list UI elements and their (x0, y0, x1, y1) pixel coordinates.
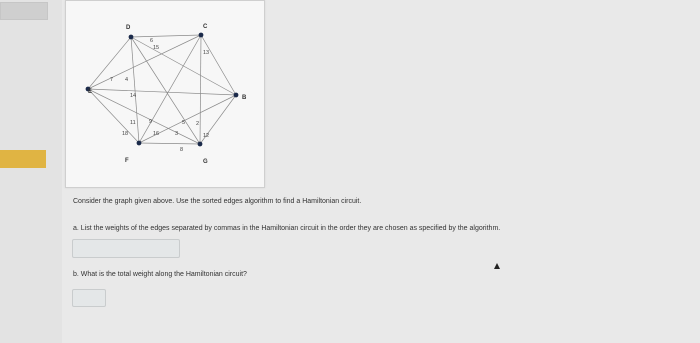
edge-weight-label: 8 (180, 147, 184, 153)
vertex-label-c: C (203, 24, 208, 30)
edge-d-g (131, 37, 200, 144)
part-b-label: b. What is the total weight along the Hamiltonian circuit? (73, 271, 247, 278)
mouse-cursor-icon (494, 263, 500, 269)
vertex-label-f: F (125, 158, 129, 164)
vertex-label-d: D (126, 25, 131, 31)
left-strip (0, 0, 62, 343)
question-prompt: Consider the graph given above. Use the sorted edges algorithm to find a Hamiltonian circuit. (73, 198, 362, 205)
edge-weight-label: 3 (175, 131, 179, 137)
vertex-g (198, 142, 203, 147)
nav-placeholder[interactable] (0, 2, 48, 20)
vertex-f (137, 141, 142, 146)
edge-f-g (139, 143, 200, 144)
vertex-label-g: G (203, 159, 208, 165)
edge-weight-label: 15 (153, 45, 160, 51)
edge-weight-label: 18 (122, 131, 129, 137)
edge-weight-label: 5 (182, 120, 186, 126)
edge-c-b (201, 35, 236, 95)
edge-d-f (131, 37, 139, 143)
vertex-label-b: B (242, 95, 247, 101)
vertex-b (234, 93, 239, 98)
edge-weight-label: 7 (110, 77, 114, 83)
vertex-c (199, 33, 204, 38)
edge-e-g (88, 89, 200, 144)
edge-weight-label: 16 (153, 131, 160, 137)
edge-c-f (139, 35, 201, 143)
edge-weight-label: 9 (149, 119, 153, 125)
edge-c-g (200, 35, 201, 144)
edge-weight-label: 14 (130, 93, 137, 99)
edge-c-e (88, 35, 201, 89)
edge-weight-label: 12 (203, 133, 210, 139)
edge-weight-label: 13 (203, 50, 210, 56)
part-b-answer-field[interactable] (72, 289, 106, 307)
edge-e-b (88, 89, 236, 95)
highlight-marker[interactable] (0, 150, 46, 168)
graph-figure (65, 0, 265, 188)
edge-weight-label: 4 (125, 77, 129, 83)
edge-weight-label: 2 (196, 121, 200, 127)
vertex-d (129, 35, 134, 40)
graph-svg (66, 1, 264, 187)
edge-weight-label: 11 (130, 120, 136, 126)
vertex-label-e: E (88, 89, 93, 95)
edge-d-c (131, 35, 201, 37)
edge-weight-label: 6 (150, 38, 154, 44)
part-a-label: a. List the weights of the edges separated by commas in the Hamiltonian circuit in the order they are chosen as specified by the algorithm. (73, 225, 501, 232)
part-a-answer-field[interactable] (72, 239, 180, 258)
